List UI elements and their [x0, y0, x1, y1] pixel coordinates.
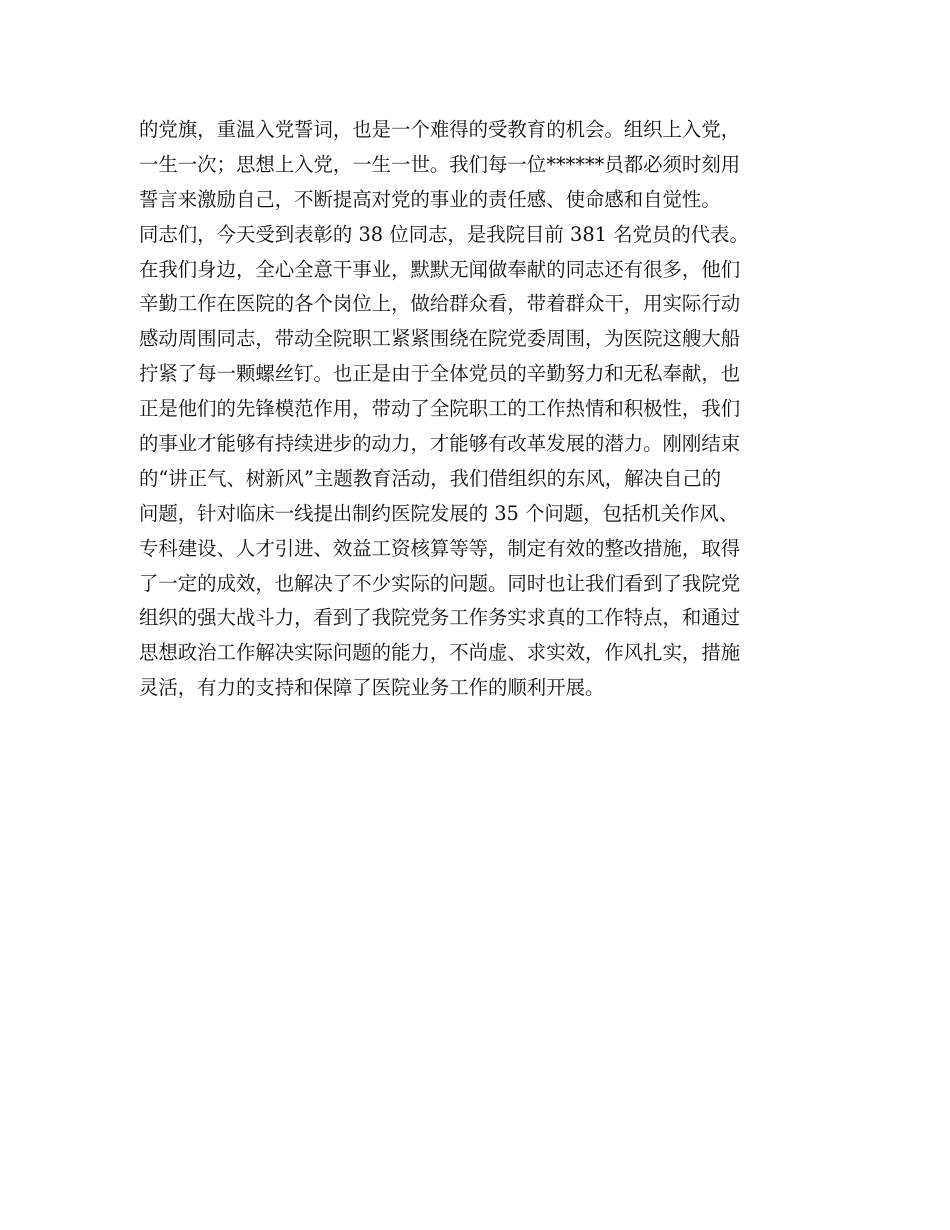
text-line: 一生一次；思想上入党，一生一世。我们每一位******员都必须时刻用 [139, 152, 741, 176]
body-text [139, 113, 819, 706]
text-line: 专科建设、人才引进、效益工资核算等等，制定有效的整改措施，取得 [139, 536, 741, 560]
text-line: 辛勤工作在医院的各个岗位上，做给群众看，带着群众干，用实际行动 [139, 292, 741, 316]
text-line: 问题，针对临床一线提出制约医院发展的 35 个问题，包括机关作风、 [139, 501, 739, 525]
text-line: 拧紧了每一颗螺丝钉。也正是由于全体党员的辛勤努力和无私奉献，也 [139, 362, 741, 386]
text-line: 的事业才能够有持续进步的动力，才能够有改革发展的潜力。刚刚结束 [139, 432, 741, 456]
text-line: 组织的强大战斗力，看到了我院党务工作务实求真的工作特点，和通过 [139, 606, 741, 630]
text-line: 在我们身边，全心全意干事业，默默无闻做奉献的同志还有很多，他们 [139, 257, 741, 281]
text-line: 的党旗，重温入党誓词，也是一个难得的受教育的机会。组织上入党， [139, 118, 741, 141]
text-line: 感动周围同志，带动全院职工紧紧围绕在院党委周围，为医院这艘大船 [139, 327, 741, 351]
text-line: 誓言来激励自己，不断提高对党的事业的责任感、使命感和自觉性。 [139, 187, 721, 211]
text-line: 了一定的成效，也解决了不少实际的问题。同时也让我们看到了我院党 [139, 571, 741, 595]
text-line: 同志们，今天受到表彰的 38 位同志，是我院目前 381 名党员的代表。 [139, 222, 749, 246]
text-line: 思想政治工作解决实际问题的能力，不尚虚、求实效，作风扎实，措施 [139, 641, 741, 665]
text-line: 灵活，有力的支持和保障了医院业务工作的顺利开展。 [139, 676, 605, 700]
text-line: 的“讲正气、树新风”主题教育活动，我们借组织的东风，解决自己的 [139, 466, 722, 490]
text-line: 正是他们的先锋模范作用，带动了全院职工的工作热情和积极性，我们 [139, 397, 741, 421]
